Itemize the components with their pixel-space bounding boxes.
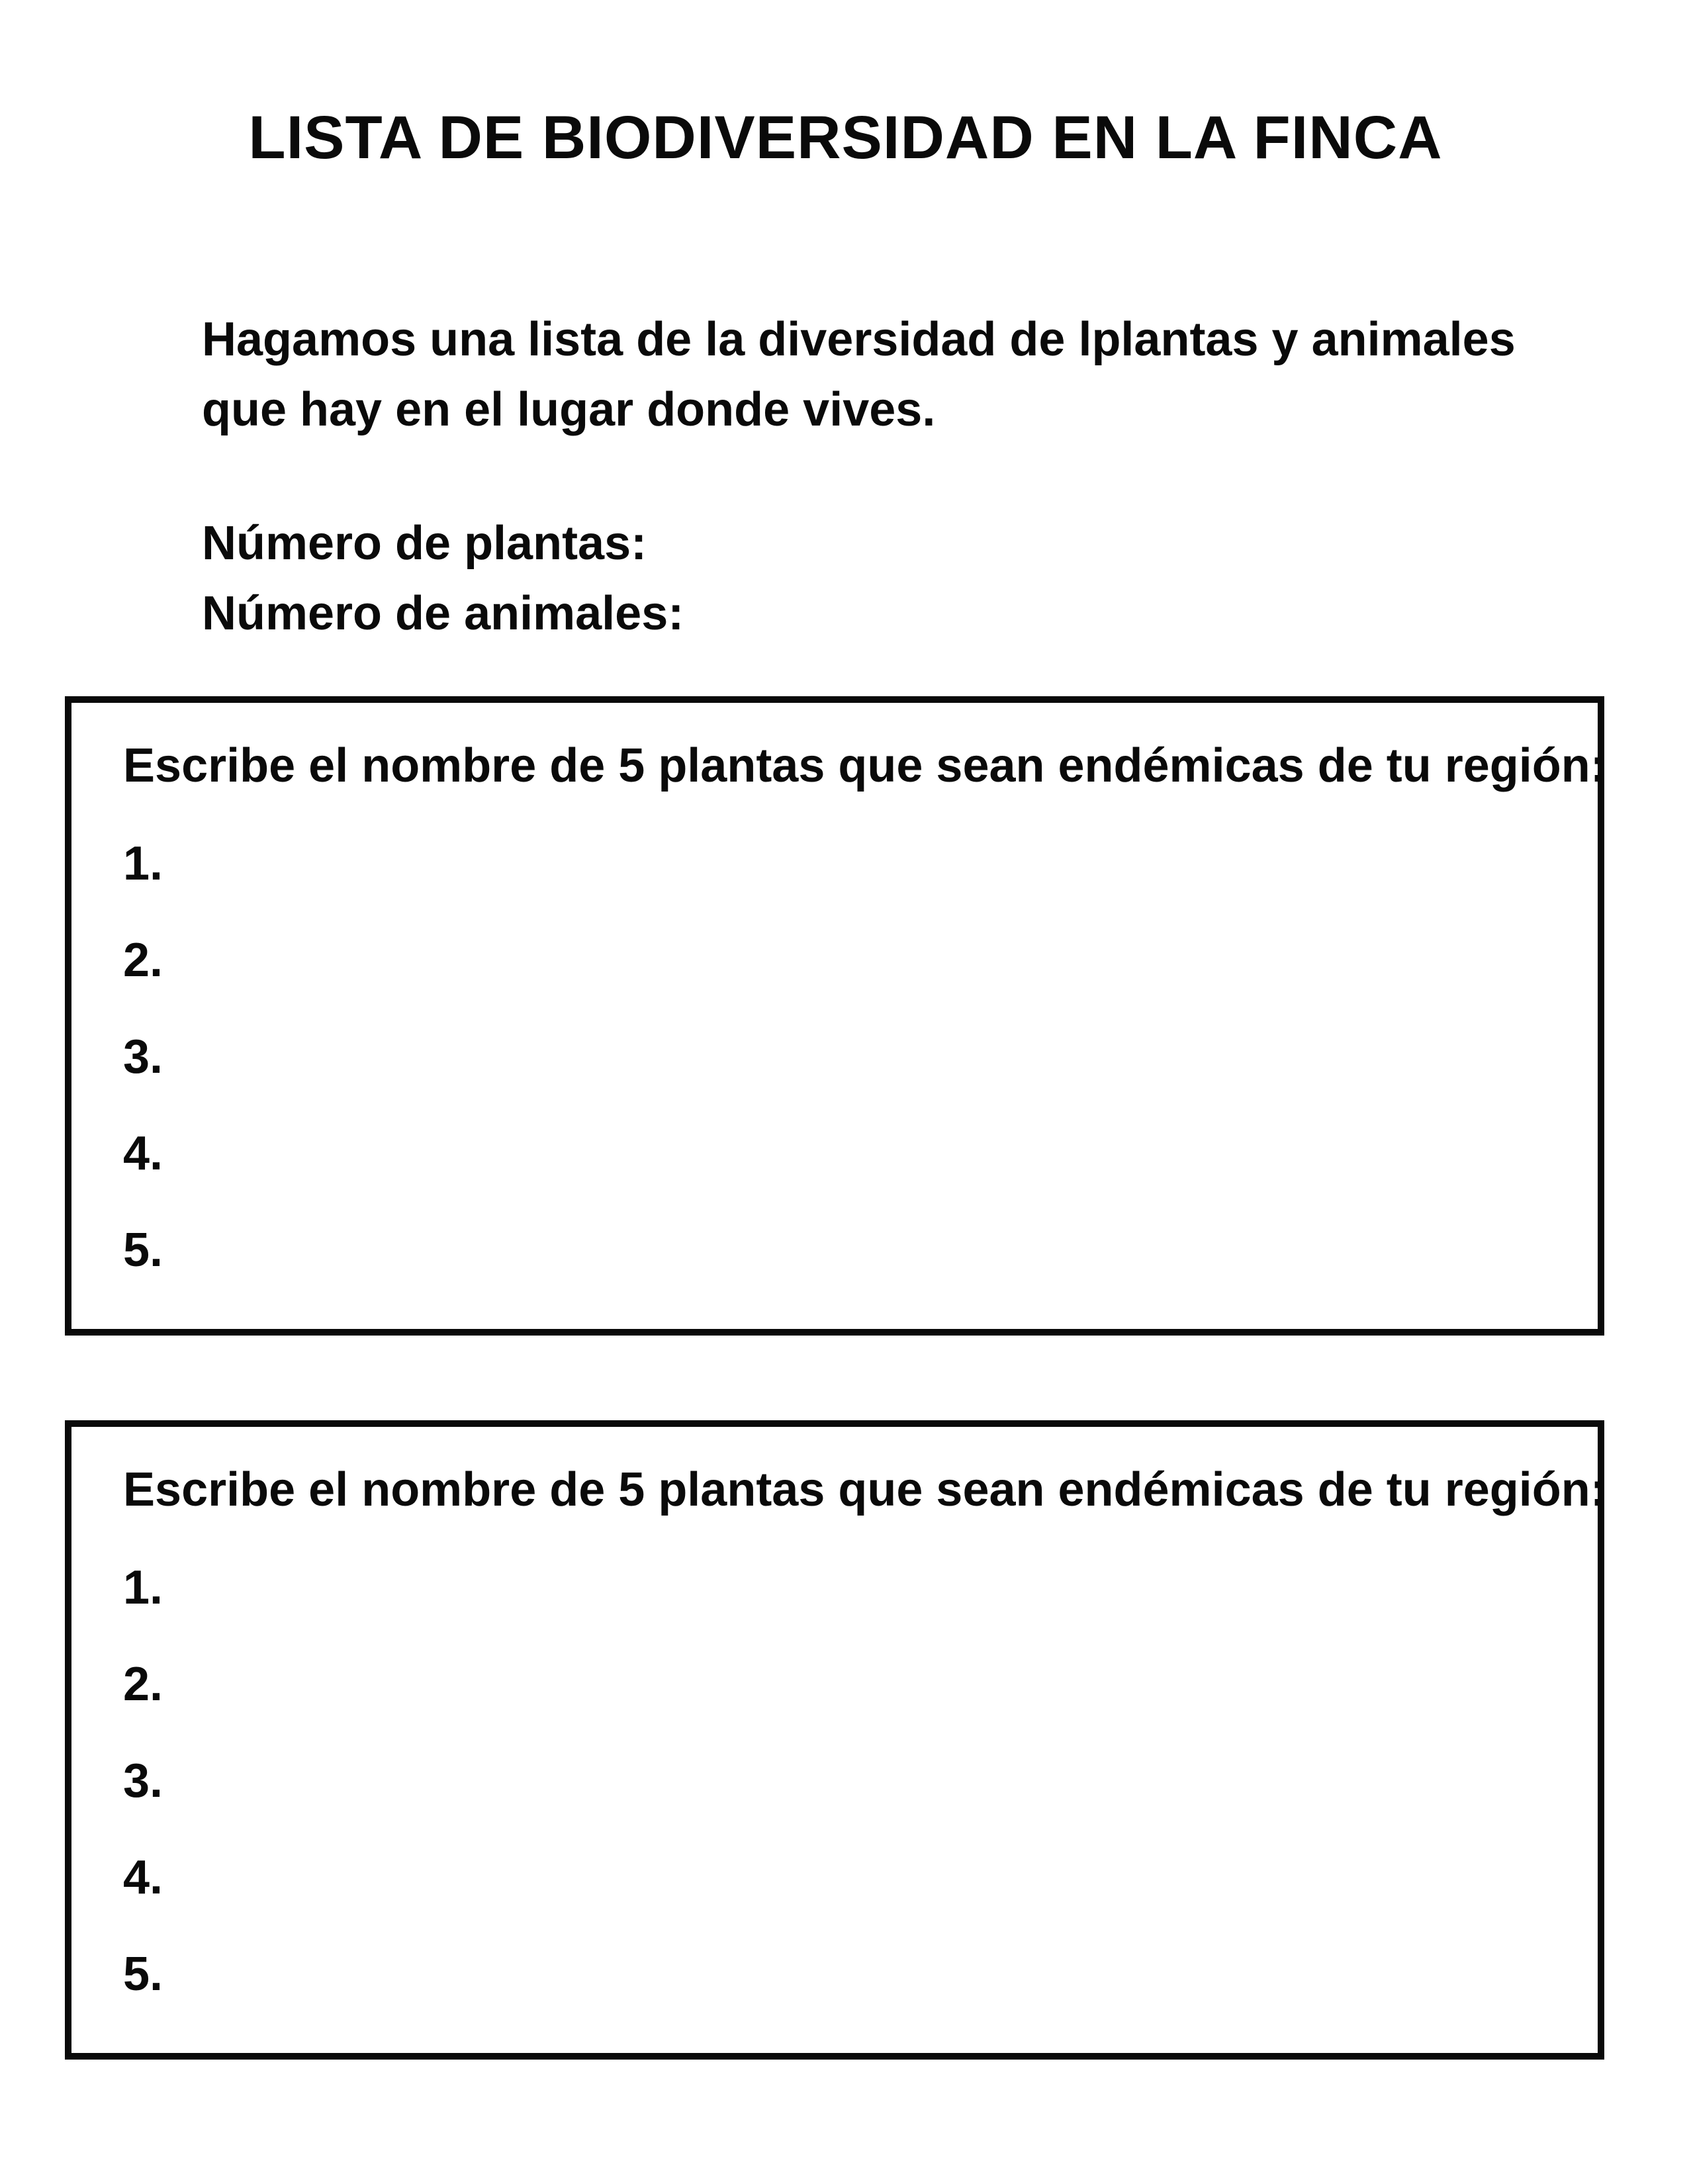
list-item: 1. [123, 1561, 163, 1614]
numbered-list [123, 1559, 163, 2042]
plants-list-box-2 [65, 1420, 1604, 2060]
list-item: 5. [123, 1224, 163, 1277]
list-item: 4. [123, 1127, 163, 1180]
plants-count-label: Número de plantas: [202, 517, 647, 570]
numbered-list [123, 835, 163, 1318]
list-item: 2. [123, 934, 163, 987]
list-item: 3. [123, 1030, 163, 1083]
intro-line-1: Hagamos una lista de la diversidad de lplantas y animales [202, 313, 1516, 366]
animals-count-label: Número de animales: [202, 587, 684, 640]
intro-text [202, 304, 1559, 445]
page-title: LISTA DE BIODIVERSIDAD EN LA FINCA [248, 104, 1443, 171]
list-item: 1. [123, 837, 163, 890]
list-item: 3. [123, 1754, 163, 1807]
box-prompt: Escribe el nombre de 5 plantas que sean endémicas de tu región: [123, 1463, 1606, 1516]
list-item: 5. [123, 1948, 163, 2001]
plants-list-box-1 [65, 696, 1604, 1336]
list-item: 2. [123, 1658, 163, 1711]
box-prompt: Escribe el nombre de 5 plantas que sean endémicas de tu región: [123, 739, 1606, 792]
intro-line-2: que hay en el lugar donde vives. [202, 383, 936, 436]
counts-section [202, 508, 684, 649]
list-item: 4. [123, 1851, 163, 1904]
